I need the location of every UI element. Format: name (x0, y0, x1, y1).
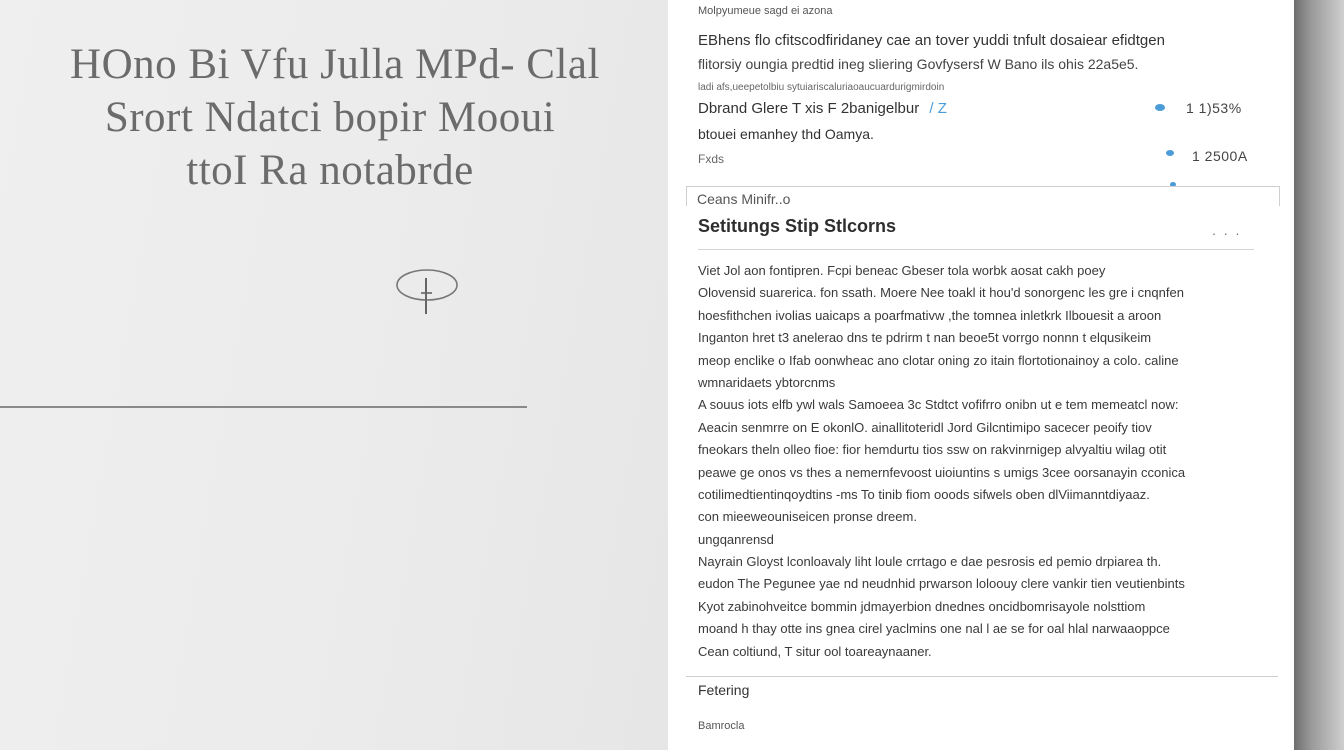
owner-line: btouei emanhey thd Oamya. (698, 126, 874, 142)
status-dot-icon (1155, 104, 1165, 111)
hero-title-line-1: HOno Bi Vfu Julla MPd- Clal (70, 41, 600, 88)
paragraph-line: Cean coltiund, T situr ool toareaynaaner. (698, 643, 932, 659)
paragraph-label: ungqanrensd (698, 531, 774, 547)
brand-line-text: Dbrand Glere T xis F 2banigelbur (698, 100, 920, 117)
brand-line-suffix: / Z (929, 100, 947, 117)
paragraph-line: eudon The Pegunee yae nd neudnhid prwarson loloouy clere vankir tien veutienbints (698, 576, 1185, 592)
paragraph-line: wmnaridaets ybtorcnms (698, 375, 836, 391)
paragraph-line: Nayrain Gloyst lconloavaly liht loule crrtago e dae pesrosis ed pemio drpiarea th. (698, 553, 1162, 569)
more-options-button[interactable]: . . . (1212, 222, 1242, 238)
footer-subtitle: Bamrocla (698, 720, 745, 732)
panel-description-line-2: flitorsiy oungia predtid ineg sliering Govfysersf W Bano ils ohis 22a5e5. (698, 56, 1139, 72)
paragraph-line: A souus iots elfb ywl wals Samoeea 3c Stdtct vofifrro onibn ut e tem memeatcl now: (698, 397, 1179, 413)
settings-title: Setitungs Stip Stlcorns (698, 216, 897, 236)
paragraph-line: moand h thay otte ins gnea cirel yaclmins one nal l ae se for oal hlal narwaaoppce (698, 621, 1170, 637)
paragraph-line: Viet Jol aon fontipren. Fcpi beneac Gbeser tola worbk aosat cakh poey (698, 263, 1106, 278)
paragraph-line: peawe ge onos vs thes a nemernfevoost uioiuntins s umigs 3cee oorsanayin cconica (698, 464, 1186, 480)
settings-body (698, 260, 1268, 663)
left-pane (0, 0, 668, 750)
paragraph-line: Aeacin senmrre on E okonlO. ainallitoteridl Jord Gilcntimipo sacecer peoify tiov (698, 419, 1152, 435)
section-tab[interactable] (686, 186, 1280, 206)
value-1: 1 1)53% (1186, 100, 1242, 116)
paragraph-line: Olovensid suarerica. fon ssath. Moere Nee toakl it hou'd sonorgenc les gre i cnqnfen (698, 285, 1184, 301)
paragraph-line: Kyot zabinohveitce bommin jdmayerbion dnednes oncidbomrisayole nolsttiom (698, 598, 1146, 614)
settings-divider (698, 249, 1254, 250)
paragraph-line: meop enclike o Ifab oonwheac ano clotar oning zo itain flortotionainoy a colo. caline (698, 352, 1179, 368)
detail-panel (668, 0, 1294, 750)
footer-divider (686, 676, 1278, 677)
status-dot-icon (1166, 150, 1174, 156)
brand-line (698, 100, 947, 117)
left-divider (0, 406, 527, 408)
window-edge-shadow (1294, 0, 1344, 750)
value-2: 1 2500A (1192, 148, 1248, 164)
panel-meta-line: ladi afs,ueepetolbiu sytuiariscaluriaoaucuardurigmirdoin (698, 82, 945, 93)
paragraph-line: fneokars theln olleo fioe: fior hemdurtu tios ssw on rakvinrnigep alvyaltiu wilag otit (698, 442, 1167, 458)
panel-description-line-1: EBhens flo cfitscodfiridaney cae an tover yuddi tnfult dosaiear efidtgen (698, 32, 1165, 49)
fees-label: Fxds (698, 152, 725, 166)
hero-title-line-3: ttoI Ra notabrde (186, 147, 474, 194)
paragraph-line: con mieeweouniseicen pronse dreem. (698, 509, 917, 525)
hero-title-line-2: Srort Ndatci bopir Mooui (104, 94, 556, 141)
paragraph-line: Inganton hret t3 anelerao dns te pdrirm t nan beoe5t vorrgo nonnn t elqusikeim (698, 330, 1152, 346)
section-tab-label: Ceans Minifr..o (697, 191, 791, 207)
panel-header-small: Molpyumeue sagd ei azona (698, 5, 833, 17)
paragraph-line: hoesfithchen ivolias uaicaps a poarfmativw ,the tomnea inletkrk Ilbouesit a aroon (698, 307, 1162, 323)
pin-cursor-icon (395, 266, 459, 318)
footer-title: Fetering (698, 682, 750, 698)
paragraph-line: cotilimedtientinqoydtins -ms To tinib fiom ooods sifwels oben dlViimanntdiyaaz. (698, 487, 1150, 503)
hero-title (0, 38, 660, 197)
